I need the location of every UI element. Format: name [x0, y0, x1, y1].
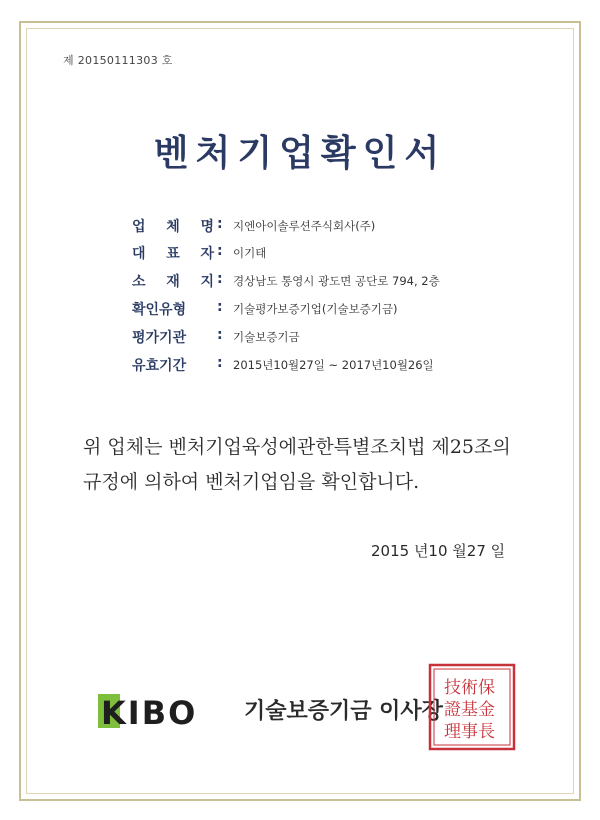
field-colon: :: [217, 327, 223, 343]
field-label: 소 재 지: [132, 274, 214, 290]
statement-line-1: 위 업체는 벤처기업육성에관한특별조치법 제25조의: [83, 436, 511, 458]
field-label: 대 표 자: [132, 246, 214, 262]
field-label: 확인유형: [132, 302, 187, 318]
kibo-logo: [98, 694, 240, 728]
field-label: 유효기간: [132, 358, 187, 374]
issuer-name: 기술보증기금 이사장: [244, 699, 443, 724]
field-value: 기술보증기금: [233, 330, 300, 344]
svg-text:KIBO: KIBO: [101, 694, 198, 728]
field-colon: :: [217, 243, 223, 259]
svg-text:理事長: 理事長: [444, 722, 495, 742]
svg-text:證基金: 證基金: [444, 700, 495, 720]
field-row-type: [0, 299, 600, 323]
field-value: 경상남도 통영시 광도면 공단로 794, 2층: [233, 274, 440, 288]
field-row-representative: [0, 243, 600, 267]
field-label: 업 체 명: [132, 219, 214, 235]
field-colon: :: [217, 355, 223, 371]
field-colon: :: [217, 216, 223, 232]
statement-line-2: 규정에 의하여 벤처기업임을 확인합니다.: [83, 471, 420, 493]
field-value: 이기태: [233, 246, 267, 260]
official-seal: [428, 663, 516, 751]
svg-text:技術保: 技術保: [444, 678, 495, 698]
field-row-address: [0, 271, 600, 295]
statement: [83, 430, 543, 500]
field-colon: :: [217, 299, 223, 315]
field-label: 평가기관: [132, 330, 187, 346]
field-colon: :: [217, 271, 223, 287]
field-row-agency: [0, 327, 600, 351]
issue-date: 2015 년10 월27 일: [371, 542, 506, 560]
field-value: 기술평가보증기업(기술보증기금): [233, 302, 398, 316]
field-value: 지엔아이솔루션주식회사(주): [233, 219, 376, 233]
field-value: 2015년10월27일 ~ 2017년10월26일: [233, 358, 434, 372]
certificate-number: 제 20150111303 호: [63, 54, 173, 67]
certificate-title: 벤처기업확인서: [153, 132, 447, 174]
field-row-company: [0, 216, 600, 240]
field-row-validity: [0, 355, 600, 379]
